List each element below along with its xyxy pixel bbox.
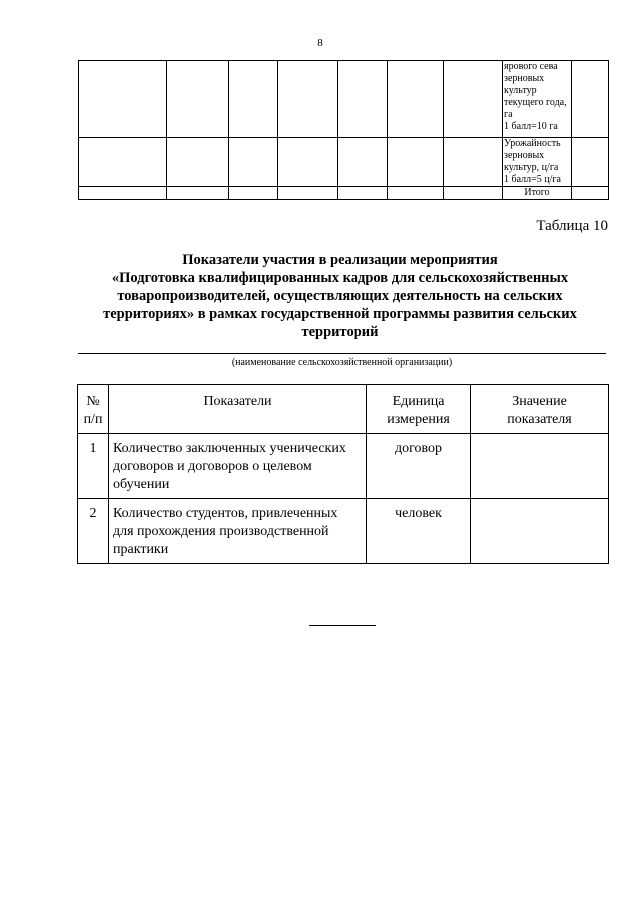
table-cell xyxy=(388,187,444,200)
table-cell xyxy=(229,138,278,187)
indicators-table xyxy=(77,384,609,564)
row-value xyxy=(471,499,609,564)
total-label: Итого xyxy=(503,187,572,200)
table-cell xyxy=(444,138,503,187)
table-cell xyxy=(444,187,503,200)
table-cell xyxy=(229,61,278,138)
table-row xyxy=(79,138,609,187)
table-cell xyxy=(79,61,167,138)
header-unit: Единица измерения xyxy=(367,385,471,434)
header-indicator: Показатели xyxy=(109,385,367,434)
table-cell xyxy=(572,61,609,138)
end-rule xyxy=(309,625,376,626)
row-number: 2 xyxy=(78,499,109,564)
table-row xyxy=(79,187,609,200)
header-value: Значение показателя xyxy=(471,385,609,434)
header-num: № п/п xyxy=(78,385,109,434)
table-cell xyxy=(278,61,338,138)
table-cell xyxy=(572,138,609,187)
organization-caption: (наименование сельскохозяйственной организации) xyxy=(231,357,453,368)
row-unit: человек xyxy=(367,499,471,564)
indicator-cell-yield: Урожайность зерновых культур, ц/га 1 балл=5 ц/га xyxy=(503,138,572,187)
table-cell xyxy=(388,138,444,187)
table-heading: Показатели участия в реализации мероприятия «Подготовка квалифицированных кадров для сельскохозяйственных товаропроизводителей, осуществляющих деятельность на сельских территориях» в рамках государственной программы развития сельских территорий xyxy=(103,252,577,340)
table-cell xyxy=(79,138,167,187)
row-number: 1 xyxy=(78,434,109,499)
table-label: Таблица 10 xyxy=(536,218,608,234)
table-cell xyxy=(338,187,388,200)
table-cell xyxy=(79,187,167,200)
table-cell xyxy=(278,138,338,187)
row-indicator: Количество студентов, привлеченных для прохождения производственной практики xyxy=(109,499,367,564)
table-cell xyxy=(278,187,338,200)
table-cell xyxy=(167,138,229,187)
row-value xyxy=(471,434,609,499)
table-cell xyxy=(338,61,388,138)
table-row xyxy=(78,499,609,564)
table-row xyxy=(78,434,609,499)
table-cell xyxy=(167,61,229,138)
table-cell xyxy=(229,187,278,200)
indicator-cell-sowing: ярового сева зерновых культур текущего года, га 1 балл=10 га xyxy=(503,61,572,138)
continued-table xyxy=(78,60,609,200)
table-row xyxy=(79,61,609,138)
row-unit: договор xyxy=(367,434,471,499)
table-cell xyxy=(388,61,444,138)
table-cell xyxy=(572,187,609,200)
table-header-row xyxy=(78,385,609,434)
row-indicator: Количество заключенных ученических договоров и договоров о целевом обучении xyxy=(109,434,367,499)
table-cell xyxy=(444,61,503,138)
page-number: 8 xyxy=(317,37,323,49)
organization-name-line xyxy=(78,353,606,354)
table-cell xyxy=(167,187,229,200)
table-cell xyxy=(338,138,388,187)
